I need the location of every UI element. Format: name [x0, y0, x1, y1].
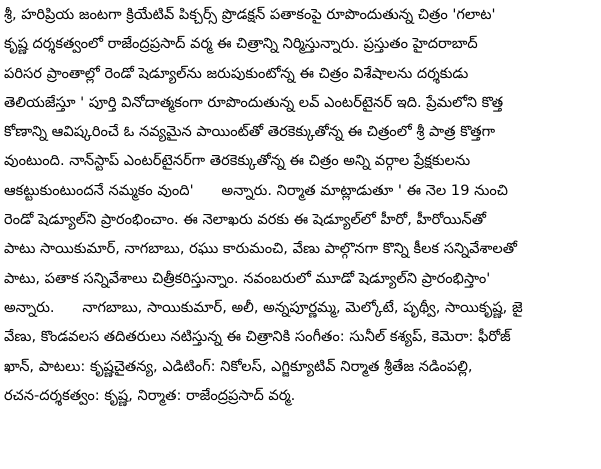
article-line-8: రెండో షెడ్యూల్‌ని ప్రారంభించాం. ఈ నెలాఖరు వరకు ఈ షెడ్యూల్‌లో హీరో, హీరోయిన్‌తో	[4, 211, 487, 229]
article-line-5: కోణాన్ని ఆవిష్కరించే ఓ నవ్యమైన పాయింట్‌తో తెరకెక్కుతోన్న ఈ చిత్రంలో శ్రీ పాత్ర కొత్తగా	[4, 123, 496, 141]
article-line-6: వుంటుంది. నాన్‌స్టాప్ ఎంటర్‌టైనర్‌గా తెరకెక్కుతోన్న ఈ చిత్రం అన్ని వర్గాల ప్రేక్షకులను	[4, 152, 471, 170]
article-line-3: పరిసర ప్రాంతాల్లో రెండో షెడ్యూల్‌ను జరుపుకుంటోన్న ఈ చిత్రం విశేషాలను దర్శకుడు	[4, 64, 469, 82]
article-line-1: శ్రీ, హరిప్రియ జంటగా క్రియేటివ్ పిక్చర్స్ ప్రొడక్షన్ పతాకంపై రూపొందుతున్న చిత్రం 'గలాట'	[4, 6, 496, 23]
article-line-10: పాటు, పతాక సన్నివేశాలు చిత్రీకరిస్తున్నాం. నవంబరులో మూడో షెడ్యూల్‌ని ప్రారంభిస్తాం'	[4, 269, 491, 287]
article-line-11: అన్నారు. నాగబాబు, సాయికుమార్, అలీ, అన్నపూర్ణమ్మ, మెల్కోటే, పృథ్వీ, సాయికృష్ణ, జై	[4, 298, 523, 316]
article-line-2: కృష్ణ దర్శకత్వంలో రాజేంద్రప్రసాద్ వర్మ ఈ చిత్రాన్ని నిర్మిస్తున్నారు. ప్రస్తుతం హైదరాబాద్	[4, 35, 478, 53]
article-line-7: ఆకట్టుకుంటుందనే నమ్మకం వుంది' అన్నారు. నిర్మాత మాట్లాడుతూ ' ఈ నెల 19 నుంచి	[4, 181, 508, 199]
article-line-13: ఖాన్, పాటలు: కృష్ణచైతన్య, ఎడిటింగ్: నికోలస్, ఎగ్జిక్యూటివ్ నిర్మాత శ్రీతేజ నడింపల్లి,	[4, 357, 473, 375]
article-line-12: వేణు, కొండవలస తదితరులు నటిస్తున్న ఈ చిత్రానికి సంగీతం: సునీల్ కశ్యప్, కెమెరా: ఫీరోజ్	[4, 328, 511, 346]
article-line-9: పాటు సాయికుమార్, నాగబాబు, రఘు కారుమంచి, వేణు పాల్గొనగా కొన్ని కీలక సన్నివేశాలతో	[4, 240, 517, 258]
article-line-14: రచన-దర్శకత్వం: కృష్ణ, నిర్మాత: రాజేంద్రప్రసాద్ వర్మ.	[4, 386, 296, 404]
article-line-4: తెలియజేస్తూ ' పూర్తి వినోదాత్మకంగా రూపొందుతున్న లవ్ ఎంటర్‌టైనర్ ఇది. ప్రేమలోని కొత్త	[4, 93, 504, 111]
